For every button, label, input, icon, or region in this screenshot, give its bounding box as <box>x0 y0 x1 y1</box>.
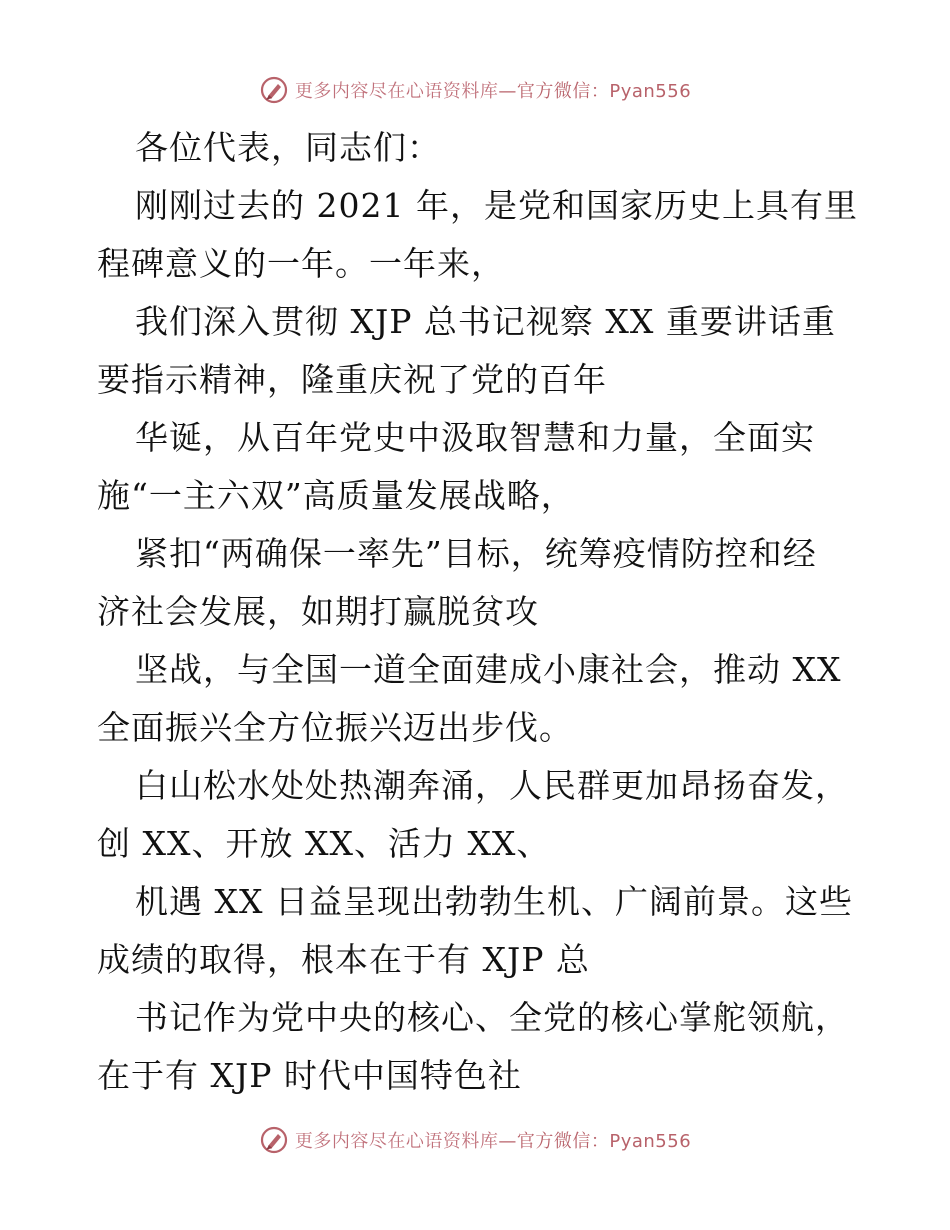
paragraph-line: 要指示精神，隆重庆祝了党的百年 <box>97 360 607 399</box>
paragraph-line: 我们深入贯彻 XJP 总书记视察 XX 重要讲话重 <box>135 302 836 341</box>
watermark-wechat-id: Pyan556 <box>609 1131 692 1152</box>
paragraph-line: 紧扣“两确保一率先”目标，统筹疫情防控和经 <box>135 534 817 573</box>
watermark-text <box>295 77 691 103</box>
paragraph-line: 施“一主六双”高质量发展战略， <box>97 476 575 515</box>
watermark-wechat-label: 官方微信： <box>516 81 610 102</box>
paragraph-line: 书记作为党中央的核心、全党的核心掌舵领航， <box>135 998 849 1037</box>
paragraph-line: 济社会发展，如期打赢脱贫攻 <box>97 592 539 631</box>
footer-watermark <box>0 1123 950 1157</box>
paragraph-line: 成绩的取得，根本在于有 XJP 总 <box>97 940 590 979</box>
paragraph-line: 白山松水处处热潮奔涌，人民群更加昂扬奋发， <box>135 766 849 805</box>
paragraph-line: 机遇 XX 日益呈现出勃勃生机、广阔前景。这些 <box>135 882 853 921</box>
watermark-separator: — <box>498 1131 517 1152</box>
watermark-site-text: 更多内容尽在心语资料库 <box>294 1131 499 1152</box>
paragraph-line: 各位代表，同志们： <box>135 128 441 167</box>
paragraph-line: 全面振兴全方位振兴迈出步伐。 <box>97 708 573 747</box>
watermark-wechat-label: 官方微信： <box>516 1131 610 1152</box>
paragraph-line: 坚战，与全国一道全面建成小康社会，推动 XX <box>135 650 842 689</box>
watermark-separator: — <box>498 81 517 102</box>
header-watermark <box>0 73 950 107</box>
paragraph-line: 在于有 XJP 时代中国特色社 <box>97 1056 522 1095</box>
paragraph-line: 程碑意义的一年。一年来， <box>97 244 505 283</box>
watermark-site-text: 更多内容尽在心语资料库 <box>294 81 499 102</box>
watermark-text <box>295 1127 691 1153</box>
pen-nib-logo-icon <box>259 1125 289 1155</box>
pen-nib-logo-icon <box>259 75 289 105</box>
paragraph-line: 创 XX、开放 XX、活力 XX、 <box>97 824 551 863</box>
paragraph-line: 刚刚过去的 2021 年，是党和国家历史上具有里 <box>135 186 858 225</box>
watermark-wechat-id: Pyan556 <box>609 81 692 102</box>
paragraph-line: 华诞，从百年党史中汲取智慧和力量，全面实 <box>135 418 815 457</box>
